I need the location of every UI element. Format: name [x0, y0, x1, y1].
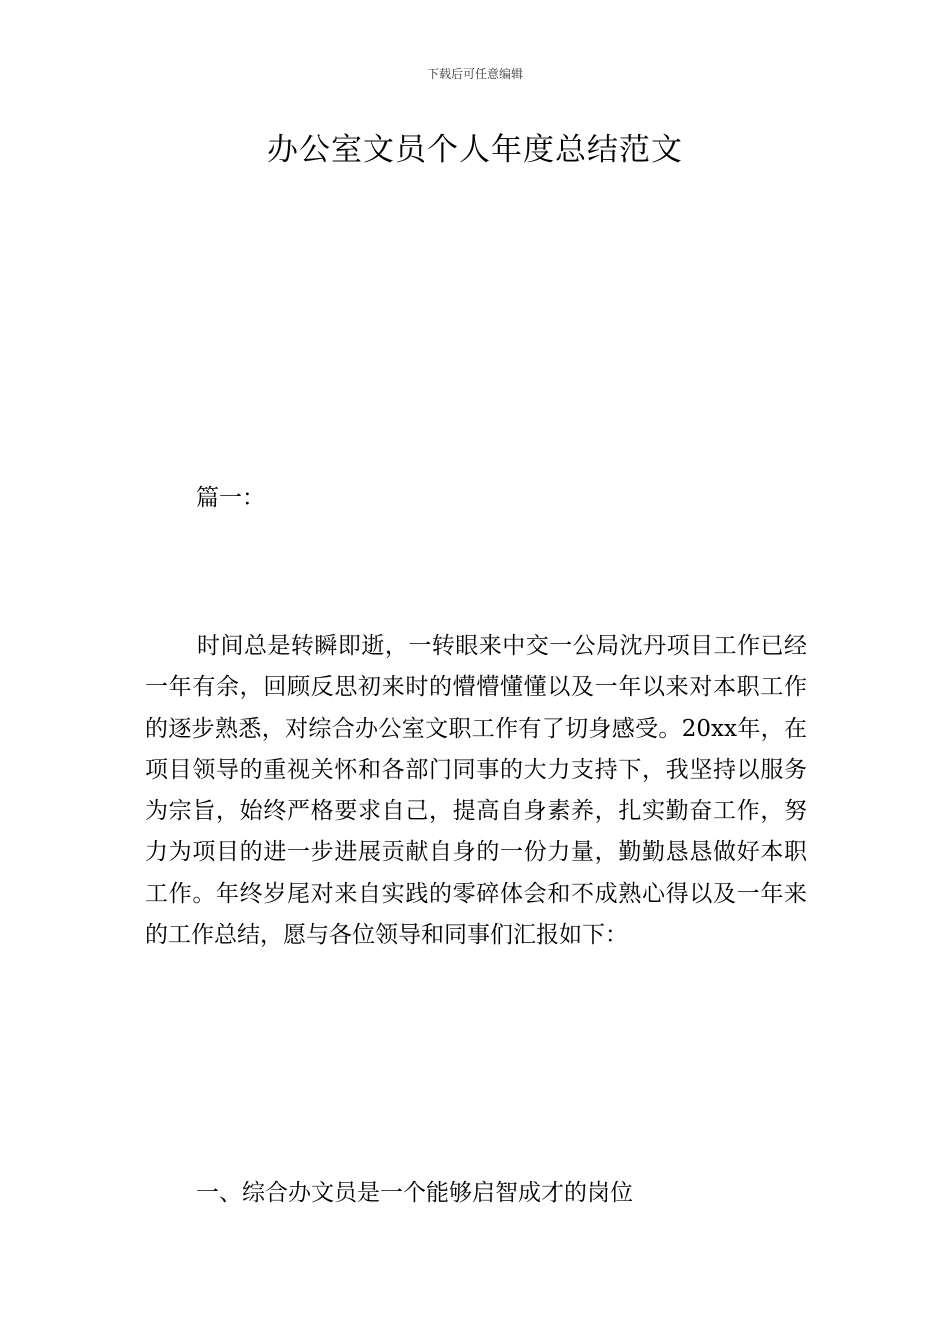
document-title: 办公室文员个人年度总结范文: [267, 132, 683, 168]
header-note: 下载后可任意编辑: [426, 67, 523, 81]
body-paragraph: 时间总是转瞬即逝，一转眼来中交一公局沈丹项目工作已经一年有余，回顾反思初来时的懵懵懂懂以及一年以来对本职工作的逐步熟悉，对综合办公室文职工作有了切身感受。20xx年，在项目领导的重视关怀和各部门同事的大力支持下，我坚持以服务为宗旨，始终严格要求自己，提高自身素养，扎实勤奋工作，努力为项目的进一步进展贡献自身的一份力量，勤勤恳恳做好本职工作。年终岁尾对来自实践的零碎体会和不成熟心得以及一年来的工作总结，愿与各位领导和同事们汇报如下：: [145, 633, 807, 949]
section-label: 篇一：: [196, 485, 265, 511]
section-heading: 一、综合办文员是一个能够启智成才的岗位: [196, 1180, 633, 1206]
